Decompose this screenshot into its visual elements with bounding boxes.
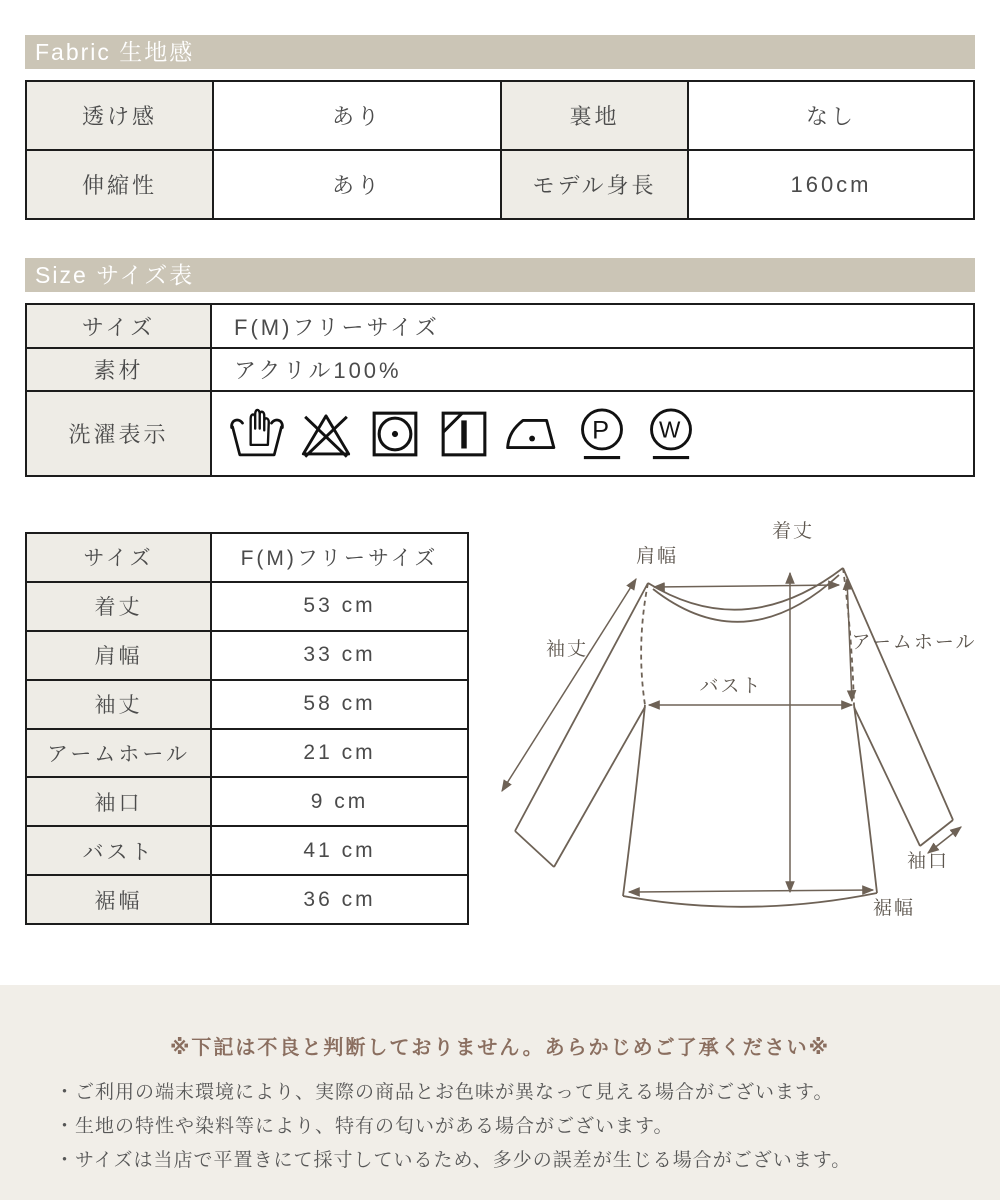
dry-clean-p-icon — [573, 405, 631, 463]
garment-measure-diagram — [490, 515, 990, 935]
measure-label-body-length: 着丈 — [26, 582, 211, 631]
measure-label-sleeve: 袖丈 — [26, 680, 211, 729]
cuff-arrow — [928, 827, 961, 853]
table-row — [26, 729, 468, 778]
wet-clean-w-letter: W — [658, 416, 684, 443]
fabric-label-lining: 裏地 — [501, 81, 688, 150]
measurement-table — [25, 532, 469, 925]
list-item: ・ご利用の端末環境により、実際の商品とお色味が異なって見える場合がございます。 — [55, 1082, 834, 1103]
iron-low-heat-icon — [504, 405, 562, 463]
table-row — [26, 391, 974, 476]
measure-label-cuff: 袖口 — [26, 777, 211, 826]
diagram-label-body-length: 着丈 — [771, 521, 815, 542]
disclaimer-notes — [0, 985, 1000, 1200]
info-label-material: 素材 — [26, 348, 211, 391]
table-row — [26, 348, 974, 391]
diagram-label-shoulder: 肩幅 — [635, 546, 679, 567]
table-row — [26, 777, 468, 826]
table-row — [26, 582, 468, 631]
fabric-value-model-height: 160cm — [688, 150, 974, 219]
diagram-label-armhole: アームホール — [851, 632, 977, 653]
measure-value-armhole: 21 cm — [211, 729, 468, 778]
size-info-table — [25, 303, 975, 477]
dry-clean-p-letter: P — [592, 416, 612, 445]
do-not-bleach-icon — [297, 405, 355, 463]
table-row — [26, 826, 468, 875]
measure-value-bust: 41 cm — [211, 826, 468, 875]
tumble-dry-low-heat-icon — [366, 405, 424, 463]
hem-width-arrow — [629, 890, 873, 892]
diagram-label-hem: 裾幅 — [872, 898, 916, 919]
info-label-size: サイズ — [26, 304, 211, 348]
table-row — [26, 631, 468, 680]
measure-value-cuff: 9 cm — [211, 777, 468, 826]
measure-label-shoulder: 肩幅 — [26, 631, 211, 680]
list-item: ・生地の特性や染料等により、特有の匂いがある場合がございます。 — [55, 1116, 674, 1137]
fabric-label-model-height: モデル身長 — [501, 150, 688, 219]
info-value-size: F(M)フリーサイズ — [211, 304, 974, 348]
table-row — [26, 680, 468, 729]
measure-label-size: サイズ — [26, 533, 211, 582]
measure-value-hem: 36 cm — [211, 875, 468, 924]
table-row — [26, 304, 974, 348]
fabric-value-lining: なし — [688, 81, 974, 150]
care-symbols-cell — [211, 391, 974, 476]
care-symbols — [213, 405, 972, 463]
list-item: ・サイズは当店で平置きにて採寸しているため、多少の誤差が生じる場合がございます。 — [55, 1150, 852, 1171]
garment-outline — [515, 568, 953, 907]
fabric-section-header: Fabric 生地感 — [25, 35, 975, 69]
disclaimer-list — [55, 1076, 1000, 1178]
info-value-material: アクリル100% — [211, 348, 974, 391]
fabric-label-sheerness: 透け感 — [26, 81, 213, 150]
wet-clean-w-icon — [642, 405, 700, 463]
measure-value-shoulder: 33 cm — [211, 631, 468, 680]
fabric-table — [25, 80, 975, 220]
fabric-value-stretch: あり — [213, 150, 501, 219]
table-row — [26, 150, 974, 219]
table-row — [26, 81, 974, 150]
diagram-label-sleeve: 袖丈 — [545, 639, 589, 660]
info-label-care: 洗濯表示 — [26, 391, 211, 476]
disclaimer-heading: ※下記は不良と判断しておりません。あらかじめご了承ください※ — [169, 1037, 831, 1059]
diagram-label-bust: バスト — [699, 676, 763, 697]
measure-label-bust: バスト — [26, 826, 211, 875]
line-dry-in-shade-icon — [435, 405, 493, 463]
measure-value-sleeve: 58 cm — [211, 680, 468, 729]
shoulder-width-arrow — [654, 585, 839, 587]
measure-label-armhole: アームホール — [26, 729, 211, 778]
measure-label-hem: 裾幅 — [26, 875, 211, 924]
table-row — [26, 533, 468, 582]
table-row — [26, 875, 468, 924]
fabric-value-sheerness: あり — [213, 81, 501, 150]
fabric-label-stretch: 伸縮性 — [26, 150, 213, 219]
diagram-label-cuff: 袖口 — [906, 851, 950, 872]
hand-wash-icon — [228, 405, 286, 463]
measure-value-size: F(M)フリーサイズ — [211, 533, 468, 582]
size-section-header: Size サイズ表 — [25, 258, 975, 292]
measure-value-body-length: 53 cm — [211, 582, 468, 631]
